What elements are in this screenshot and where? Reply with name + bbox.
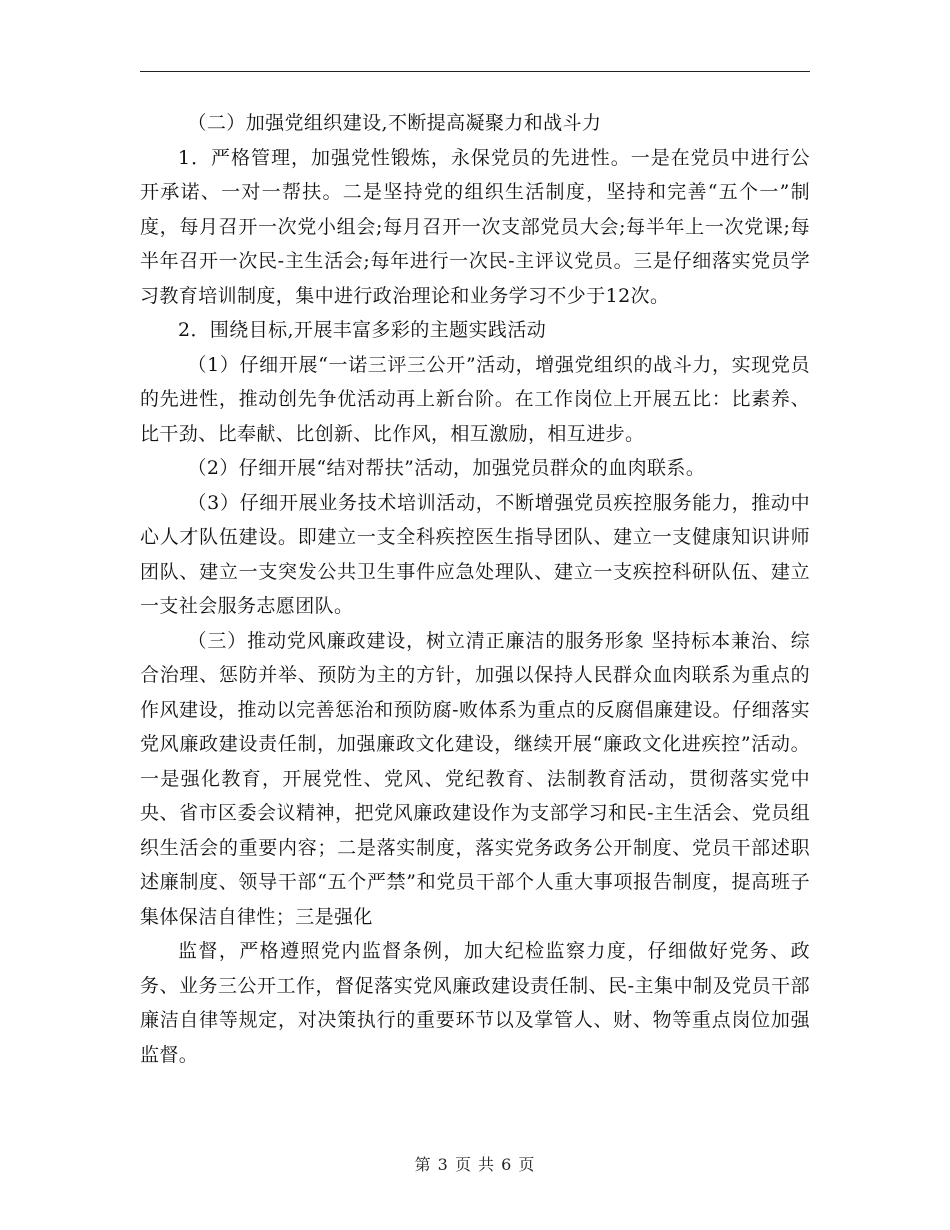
paragraph-themed-activities-heading: 2．围绕目标,开展丰富多彩的主题实践活动 [178, 319, 547, 341]
header-rule [140, 71, 810, 72]
section-heading-party-organization: （二）加强党组织建设,不断提高凝聚力和战斗力 [187, 112, 602, 134]
document-body [140, 106, 810, 1072]
paragraph-strict-management: 1．严格管理，加强党性锻炼，永保党员的先进性。一是在党员中进行公开承诺、一对一帮扶。二是坚持党的组织生活制度，坚持和完善“五个一”制度，每月召开一次党小组会;每月召开一次支部党员大会;每半年上一次党课;每半年召开一次民-主生活会;每年进行一次民-主评议党员。三是仔细落实党员学习教育培训制度，集中进行政治理论和业务学习不少于12次。 [140, 146, 810, 307]
section-heading-clean-government: （三）推动党风廉政建设，树立清正廉洁的服务形象 坚持标本兼治、综合治理、惩防并举、预防为主的方针，加强以保持人民群众血肉联系为重点的作风建设，推动以完善惩治和预防腐-败体系为重点的反腐倡廉建设。仔细落实党风廉政建设责任制，加强廉政文化建设，继续开展“廉政文化进疾控”活动。一是强化教育，开展党性、党风、党纪教育、法制教育活动，贯彻落实党中央、省市区委会议精神，把党风廉政建设作为支部学习和民-主生活会、党员组织生活会的重要内容；二是落实制度，落实党务政务公开制度、党员干部述职述廉制度、领导干部“五个严禁”和党员干部个人重大事项报告制度，提高班子集体保洁自律性；三是强化 [140, 629, 810, 928]
paragraph-item-1: （1）仔细开展“一诺三评三公开”活动，增强党组织的战斗力，实现党员的先进性，推动创先争优活动再上新台阶。在工作岗位上开展五比：比素养、比干劲、比奉献、比创新、比作风，相互激励，相互进步。 [140, 353, 810, 445]
paragraph-item-2: （2）仔细开展“结对帮扶”活动，加强党员群众的血肉联系。 [187, 457, 706, 479]
paragraph-supervision: 监督，严格遵照党内监督条例，加大纪检监察力度，仔细做好党务、政务、业务三公开工作，督促落实党风廉政建设责任制、民-主集中制及党员干部廉洁自律等规定，对决策执行的重要环节以及掌管人、财、物等重点岗位加强监督。 [140, 940, 810, 1066]
page-number-footer: 第 3 页 共 6 页 [414, 1155, 536, 1174]
paragraph-item-3: （3）仔细开展业务技术培训活动，不断增强党员疾控服务能力，推动中心人才队伍建设。即建立一支全科疾控医生指导团队、建立一支健康知识讲师团队、建立一支突发公共卫生事件应急处理队、建立一支疾控科研队伍、建立一支社会服务志愿团队。 [140, 491, 810, 617]
